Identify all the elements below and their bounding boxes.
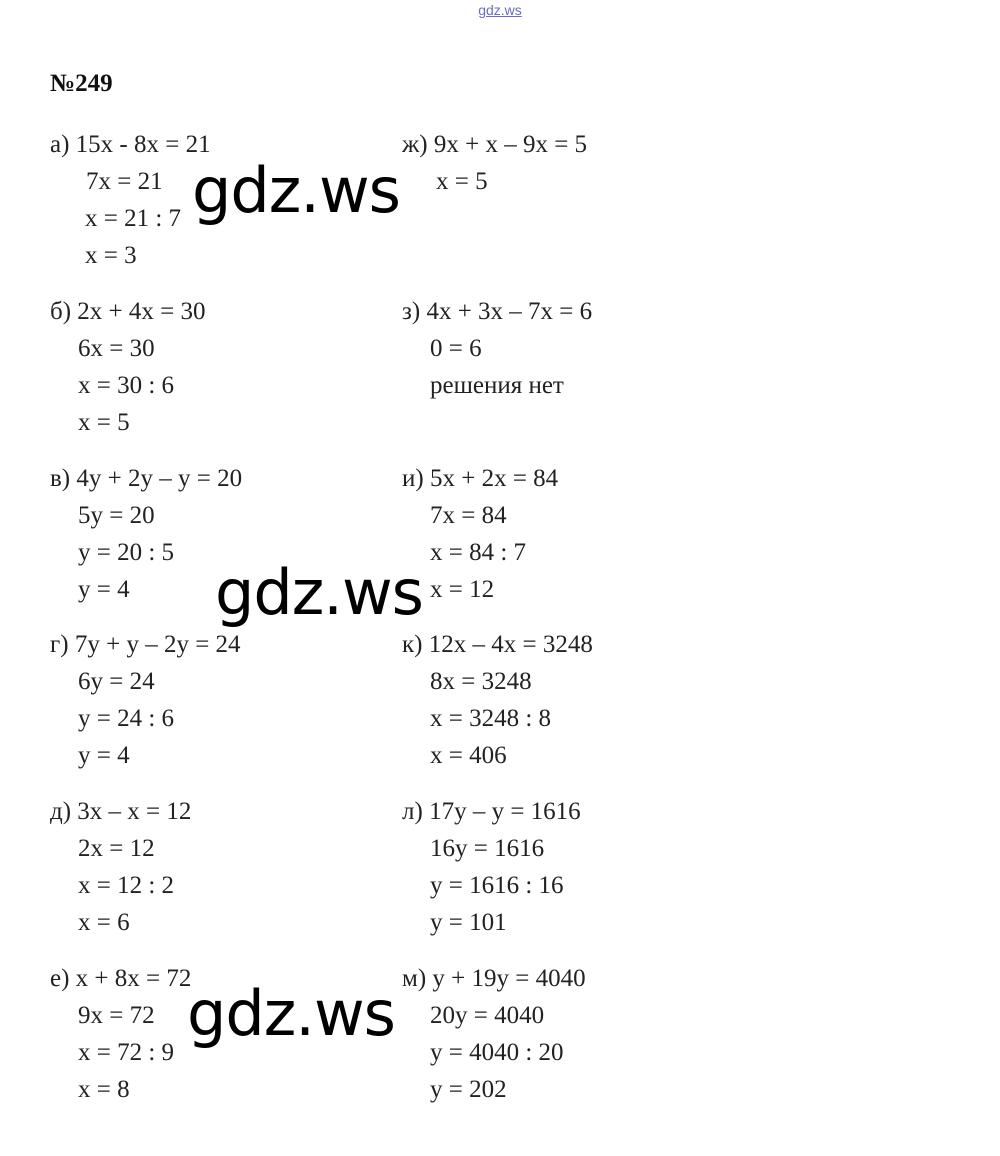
solution-step: 6x = 30: [78, 335, 155, 362]
problem-zh: [402, 126, 587, 200]
solution-step: 0 = 6: [430, 335, 482, 362]
solution-answer: x = 3: [85, 242, 137, 269]
solution-step: 2x = 12: [78, 835, 155, 862]
equation-line: л) 17y – y = 1616: [402, 798, 581, 825]
problem-i: [402, 460, 558, 608]
equation-line: в) 4y + 2y – y = 20: [50, 465, 243, 492]
solution-step: 9x = 72: [78, 1002, 155, 1029]
problem-m: [402, 960, 586, 1108]
solution-answer: y = 4: [78, 742, 130, 769]
site-link[interactable]: gdz.ws: [478, 2, 522, 18]
equation-line: д) 3x – x = 12: [50, 798, 192, 825]
solution-step: 7x = 84: [430, 502, 507, 529]
solution-step: y = 4040 : 20: [430, 1039, 564, 1066]
problem-d: [50, 793, 191, 941]
equation-line: а) 15x - 8x = 21: [50, 131, 211, 158]
problem-l: [402, 793, 581, 941]
solution-answer: y = 4: [78, 576, 130, 603]
solution-answer: x = 12: [430, 576, 495, 603]
solution-step: x = 30 : 6: [78, 372, 175, 399]
problem-v: [50, 460, 242, 608]
equation-line: и) 5x + 2x = 84: [402, 465, 559, 492]
solution-step: x = 72 : 9: [78, 1039, 175, 1066]
problem-z: [402, 293, 592, 404]
watermark: gdz.ws: [187, 977, 395, 1050]
solution-answer: x = 406: [430, 742, 507, 769]
solution-step: 6y = 24: [78, 668, 155, 695]
solution-step: 7x = 21: [86, 168, 163, 195]
solution-step: 5y = 20: [78, 502, 155, 529]
solution-step: x = 84 : 7: [430, 539, 527, 566]
solution-step: x = 12 : 2: [78, 872, 175, 899]
solution-step: 20y = 4040: [430, 1002, 545, 1029]
task-number: №249: [50, 70, 113, 97]
problem-g: [50, 626, 241, 774]
solution-answer: решения нет: [430, 372, 564, 399]
solution-step: y = 24 : 6: [78, 705, 175, 732]
solution-step: x = 21 : 7: [85, 205, 182, 232]
solution-step: 16y = 1616: [430, 835, 545, 862]
equation-line: з) 4x + 3x – 7x = 6: [402, 298, 593, 325]
solution-answer: x = 5: [436, 168, 488, 195]
equation-line: г) 7y + y – 2y = 24: [50, 631, 241, 658]
problem-e: [50, 960, 191, 1108]
watermark: gdz.ws: [215, 556, 423, 629]
problem-k: [402, 626, 593, 774]
equation-line: м) y + 19y = 4040: [402, 965, 586, 992]
solution-answer: x = 5: [78, 409, 130, 436]
solution-step: x = 3248 : 8: [430, 705, 552, 732]
solution-answer: x = 8: [78, 1076, 130, 1103]
watermark: gdz.ws: [192, 154, 400, 227]
equation-line: б) 2x + 4x = 30: [50, 298, 206, 325]
equation-line: ж) 9x + x – 9x = 5: [402, 131, 588, 158]
equation-line: к) 12x – 4x = 3248: [402, 631, 593, 658]
problem-b: [50, 293, 206, 441]
solution-step: y = 1616 : 16: [430, 872, 564, 899]
problem-a: [50, 126, 211, 274]
solution-answer: x = 6: [78, 909, 130, 936]
equation-line: е) x + 8x = 72: [50, 965, 192, 992]
solution-answer: y = 202: [430, 1076, 507, 1103]
solution-step: 8x = 3248: [430, 668, 532, 695]
solution-step: y = 20 : 5: [78, 539, 175, 566]
solution-answer: y = 101: [430, 909, 507, 936]
